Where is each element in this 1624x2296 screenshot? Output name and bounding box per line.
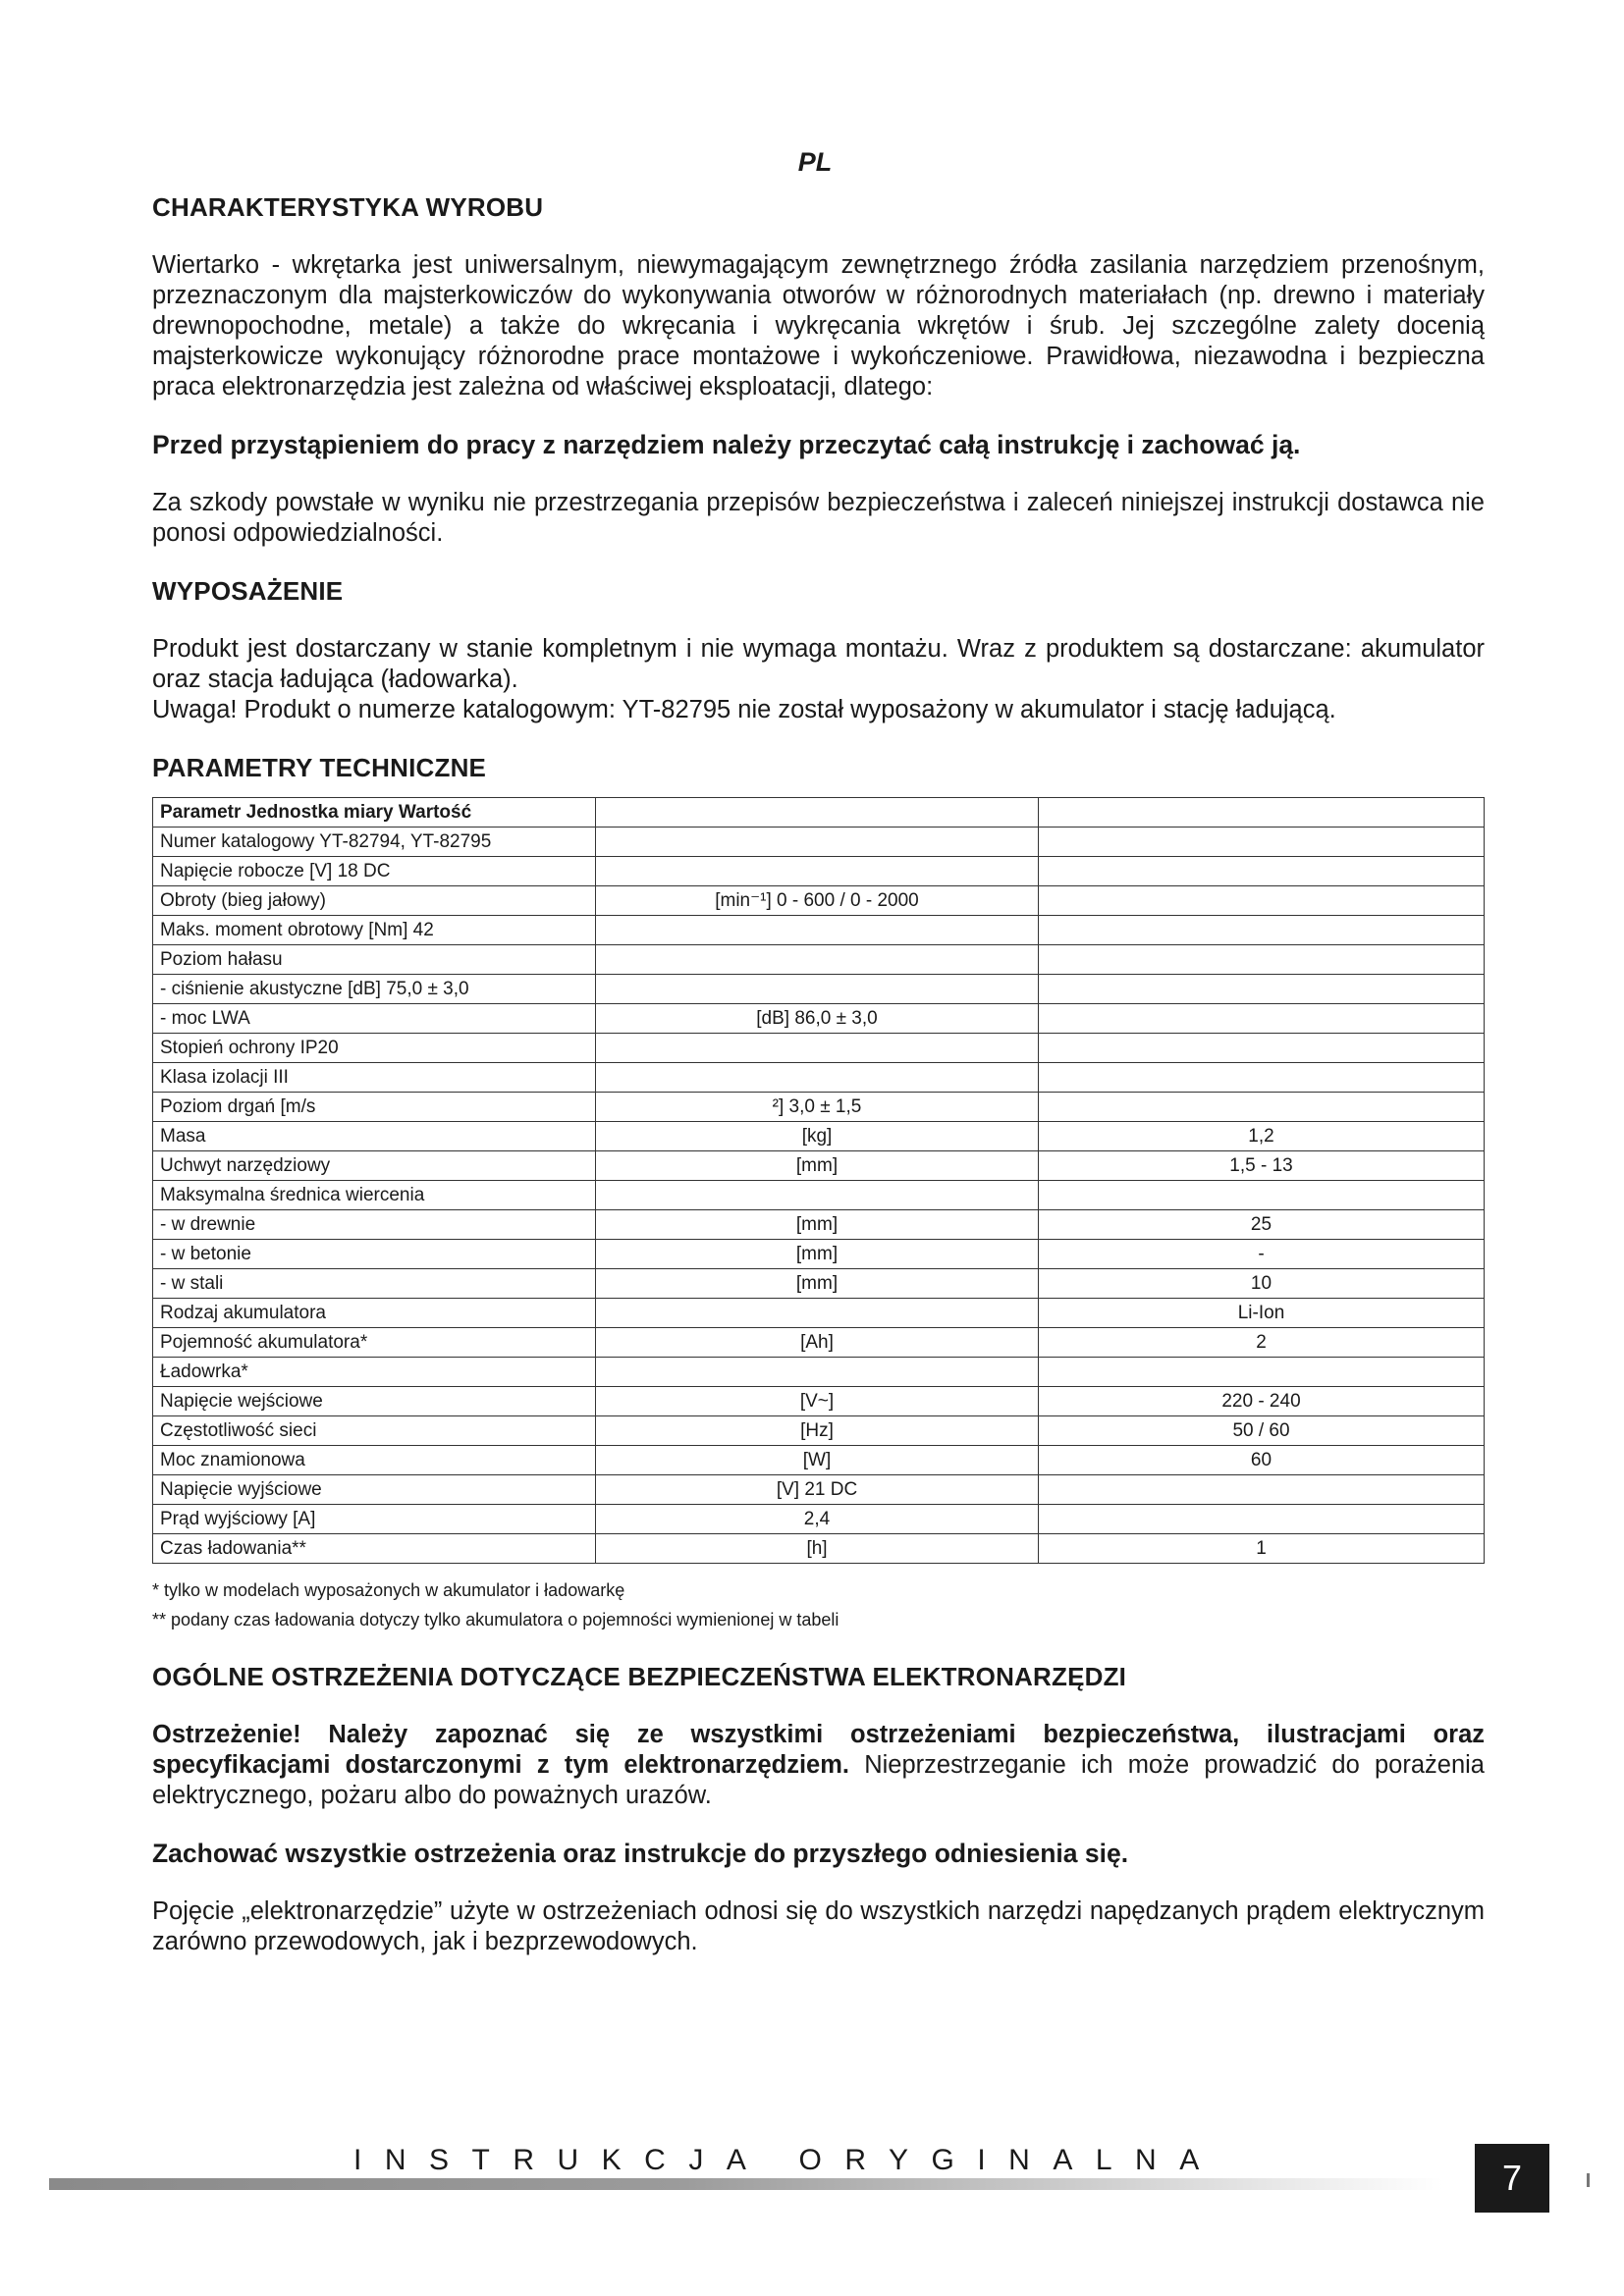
equipment-description: Produkt jest dostarczany w stanie kompletnym i nie wymaga montażu. Wraz z produktem są dostarczane: akumulator oraz stacja ładująca (ładowarka). [152, 635, 1485, 693]
table-cell-c1: - w drewnie [153, 1210, 596, 1240]
table-cell-c3 [1039, 1004, 1485, 1034]
liability-disclaimer: Za szkody powstałe w wyniku nie przestrzegania przepisów bezpieczeństwa i zaleceń niniejszej instrukcji dostawca nie ponosi odpowiedzialności. [152, 489, 1485, 547]
table-cell-c2: ²] 3,0 ± 1,5 [596, 1093, 1039, 1122]
table-row [153, 916, 1485, 945]
table-cell-c1: Częstotliwość sieci [153, 1416, 596, 1446]
table-cell-c1: Rodzaj akumulatora [153, 1299, 596, 1328]
footnote-2: ** podany czas ładowania dotyczy tylko akumulatora o pojemności wymienionej w tabeli [152, 1610, 839, 1629]
table-cell-c1: Ładowrka* [153, 1358, 596, 1387]
table-cell-c1: Prąd wyjściowy [A] [153, 1505, 596, 1534]
table-cell-c1: Pojemność akumulatora* [153, 1328, 596, 1358]
table-cell-c1: Czas ładowania** [153, 1534, 596, 1564]
table-cell-c2: [V] 21 DC [596, 1475, 1039, 1505]
section-heading-characteristics: CHARAKTERYSTYKA WYROBU [152, 192, 544, 222]
table-cell-c3: 25 [1039, 1210, 1485, 1240]
table-cell-c3: 2 [1039, 1328, 1485, 1358]
table-row [153, 1093, 1485, 1122]
table-cell-c3 [1039, 1475, 1485, 1505]
table-cell-c1: Napięcie wyjściowe [153, 1475, 596, 1505]
table-cell-c3 [1039, 857, 1485, 886]
language-code: PL [797, 147, 833, 177]
table-cell-c1: - moc LWA [153, 1004, 596, 1034]
table-row [153, 1034, 1485, 1063]
table-cell-c1: Uchwyt narzędziowy [153, 1151, 596, 1181]
table-row [153, 857, 1485, 886]
keep-instructions-notice: Zachować wszystkie ostrzeżenia oraz instrukcje do przyszłego odniesienia się. [152, 1839, 1129, 1868]
table-row [153, 1446, 1485, 1475]
table-cell-c3: 60 [1039, 1446, 1485, 1475]
table-cell-c3 [1039, 1358, 1485, 1387]
equipment-note: Uwaga! Produkt o numerze katalogowym: YT-82795 nie został wyposażony w akumulator i stację ładującą. [152, 696, 1336, 723]
table-row [153, 945, 1485, 975]
table-cell-c2: [Ah] [596, 1328, 1039, 1358]
table-cell-c3 [1039, 1093, 1485, 1122]
table-cell-c3: - [1039, 1240, 1485, 1269]
table-cell-c3 [1039, 945, 1485, 975]
table-cell-c3: 10 [1039, 1269, 1485, 1299]
safety-warning-text: Nieprzestrzeganie ich może prowadzić do porażenia elektrycznego, pożaru albo do poważnych urazów. [152, 1751, 1485, 1809]
read-instructions-notice: Przed przystąpieniem do pracy z narzędziem należy przeczytać całą instrukcję i zachować ją. [152, 430, 1301, 459]
table-cell-c2: [dB] 86,0 ± 3,0 [596, 1004, 1039, 1034]
technical-parameters-table [152, 797, 1485, 1564]
table-row [153, 1269, 1485, 1299]
table-cell-c3: 1 [1039, 1534, 1485, 1564]
table-cell-c2 [596, 916, 1039, 945]
table-cell-c3: 1,2 [1039, 1122, 1485, 1151]
table-row [153, 1416, 1485, 1446]
safety-warning-paragraph [152, 1720, 1485, 1811]
table-row [153, 1210, 1485, 1240]
table-cell-c1: - w stali [153, 1269, 596, 1299]
table-cell-c3: Li-Ion [1039, 1299, 1485, 1328]
table-cell-c1: - w betonie [153, 1240, 596, 1269]
table-cell-c3: 220 - 240 [1039, 1387, 1485, 1416]
page-number: 7 [1475, 2144, 1549, 2213]
table-row [153, 1063, 1485, 1093]
table-cell-c2: [W] [596, 1446, 1039, 1475]
table-cell-c2 [596, 798, 1039, 828]
table-cell-c1: Napięcie wejściowe [153, 1387, 596, 1416]
table-cell-c2 [596, 945, 1039, 975]
table-cell-c2: [kg] [596, 1122, 1039, 1151]
table-cell-c3 [1039, 1505, 1485, 1534]
table-cell-c1: Numer katalogowy YT-82794, YT-82795 [153, 828, 596, 857]
table-cell-c1: Poziom hałasu [153, 945, 596, 975]
table-cell-c1: Parametr Jednostka miary Wartość [153, 798, 596, 828]
table-cell-c3 [1039, 886, 1485, 916]
table-row [153, 1181, 1485, 1210]
table-cell-c2 [596, 1299, 1039, 1328]
table-cell-c1: Maksymalna średnica wiercenia [153, 1181, 596, 1210]
table-row [153, 1240, 1485, 1269]
table-row [153, 1358, 1485, 1387]
table-cell-c2 [596, 1063, 1039, 1093]
table-cell-c1: Obroty (bieg jałowy) [153, 886, 596, 916]
table-cell-c2 [596, 828, 1039, 857]
table-cell-c3 [1039, 1181, 1485, 1210]
table-cell-c1: Klasa izolacji III [153, 1063, 596, 1093]
table-cell-c3 [1039, 1034, 1485, 1063]
table-cell-c2 [596, 975, 1039, 1004]
table-cell-c3 [1039, 828, 1485, 857]
table-cell-c3 [1039, 975, 1485, 1004]
table-cell-c3 [1039, 798, 1485, 828]
table-cell-c1: Moc znamionowa [153, 1446, 596, 1475]
table-cell-c2 [596, 1034, 1039, 1063]
table-footnotes [152, 1575, 1485, 1634]
section-heading-equipment: WYPOSAŻENIE [152, 576, 344, 606]
table-cell-c3: 50 / 60 [1039, 1416, 1485, 1446]
table-row [153, 1004, 1485, 1034]
table-cell-c2 [596, 857, 1039, 886]
table-cell-c2: 2,4 [596, 1505, 1039, 1534]
product-description: Wiertarko - wkrętarka jest uniwersalnym, niewymagającym zewnętrznego źródła zasilania narzędziem przenośnym, przeznaczonym dla majsterkowiczów do wykonywania otworów w różnorodnych materiałach (np. drewno i materiały drewnopochodne, metale) a także do wkręcania i wykręcania wkrętów i śrub. Jej szczególne zalety docenią majsterkowicze wykonujący różnorodne prace montażowe i wykończeniowe. Prawidłowa, niezawodna i bezpieczna praca elektronarzędzia jest zależna od właściwej eksploatacji, dlatego: [152, 251, 1485, 400]
table-cell-c2: [Hz] [596, 1416, 1039, 1446]
table-cell-c2 [596, 1181, 1039, 1210]
table-row [153, 828, 1485, 857]
table-row [153, 1151, 1485, 1181]
table-cell-c2: [h] [596, 1534, 1039, 1564]
table-cell-c3: 1,5 - 13 [1039, 1151, 1485, 1181]
table-cell-c2 [596, 1358, 1039, 1387]
table-row [153, 1534, 1485, 1564]
table-row [153, 1387, 1485, 1416]
table-cell-c2: [mm] [596, 1269, 1039, 1299]
section-heading-technical-parameters: PARAMETRY TECHNICZNE [152, 753, 487, 782]
power-tool-definition: Pojęcie „elektronarzędzie” użyte w ostrzeżeniach odnosi się do wszystkich narzędzi napędzanych prądem elektrycznym zarówno przewodowych, jak i bezprzewodowych. [152, 1897, 1485, 1955]
table-cell-c3 [1039, 916, 1485, 945]
table-cell-c2: [mm] [596, 1151, 1039, 1181]
table-cell-c1: Poziom drgań [m/s [153, 1093, 596, 1122]
table-row [153, 1328, 1485, 1358]
footer-bar [49, 2178, 1443, 2190]
table-row [153, 975, 1485, 1004]
table-row [153, 886, 1485, 916]
table-cell-c3 [1039, 1063, 1485, 1093]
table-header-row [153, 798, 1485, 828]
table-row [153, 1505, 1485, 1534]
table-row [153, 1299, 1485, 1328]
page-edge-mark [1587, 2173, 1590, 2187]
table-cell-c1: Stopień ochrony IP20 [153, 1034, 596, 1063]
table-cell-c2: [mm] [596, 1240, 1039, 1269]
table-row [153, 1475, 1485, 1505]
table-row [153, 1122, 1485, 1151]
table-cell-c1: - ciśnienie akustyczne [dB] 75,0 ± 3,0 [153, 975, 596, 1004]
section-heading-safety-warnings: OGÓLNE OSTRZEŻENIA DOTYCZĄCE BEZPIECZEŃSTWA ELEKTRONARZĘDZI [152, 1662, 1127, 1691]
table-cell-c1: Maks. moment obrotowy [Nm] 42 [153, 916, 596, 945]
safety-warning-bold: Ostrzeżenie! Należy zapoznać się ze wszystkimi ostrzeżeniami bezpieczeństwa, ilustracjami oraz specyfikacjami dostarczonymi z tym elektronarzędziem. [152, 1721, 1485, 1779]
table-cell-c2: [min⁻¹] 0 - 600 / 0 - 2000 [596, 886, 1039, 916]
table-cell-c1: Masa [153, 1122, 596, 1151]
document-content [152, 192, 1485, 1957]
table-cell-c1: Napięcie robocze [V] 18 DC [153, 857, 596, 886]
footer-title: INSTRUKCJA ORYGINALNA [353, 2144, 1222, 2176]
table-cell-c2: [mm] [596, 1210, 1039, 1240]
footnote-1: * tylko w modelach wyposażonych w akumulator i ładowarkę [152, 1580, 625, 1600]
table-cell-c2: [V~] [596, 1387, 1039, 1416]
